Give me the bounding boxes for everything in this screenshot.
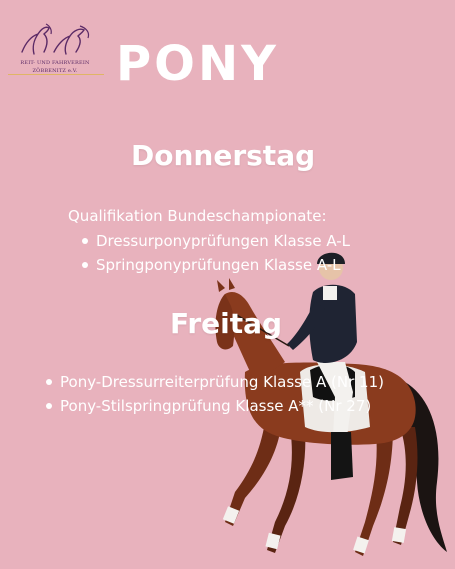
logo-text-line1: REIT- UND FAHRVEREIN [20, 60, 90, 66]
thursday-heading: Donnerstag [131, 139, 316, 172]
list-item-text: Dressurponyprüfungen Klasse A-L [96, 232, 351, 250]
list-item-text: Pony-Stilspringprüfung Klasse A** (Nr 27) [60, 397, 372, 415]
bullet-icon [82, 262, 88, 268]
friday-list [44, 370, 384, 418]
list-item [80, 229, 350, 253]
page-title: PONY [116, 36, 279, 92]
thursday-list [80, 229, 350, 277]
bullet-icon [46, 403, 52, 409]
list-item-text: Springponyprüfungen Klasse A-L [96, 256, 341, 274]
list-item [44, 370, 384, 394]
logo-text-line2: ZÖBBENITZ e.V. [32, 68, 78, 74]
bullet-icon [46, 379, 52, 385]
list-item [80, 253, 350, 277]
friday-heading: Freitag [170, 307, 283, 340]
bullet-icon [82, 238, 88, 244]
list-item-text: Pony-Dressurreiterprüfung Klasse A (Nr 11) [60, 373, 384, 391]
list-item [44, 394, 384, 418]
qualification-label: Qualifikation Bundeschampionate: [68, 207, 327, 225]
